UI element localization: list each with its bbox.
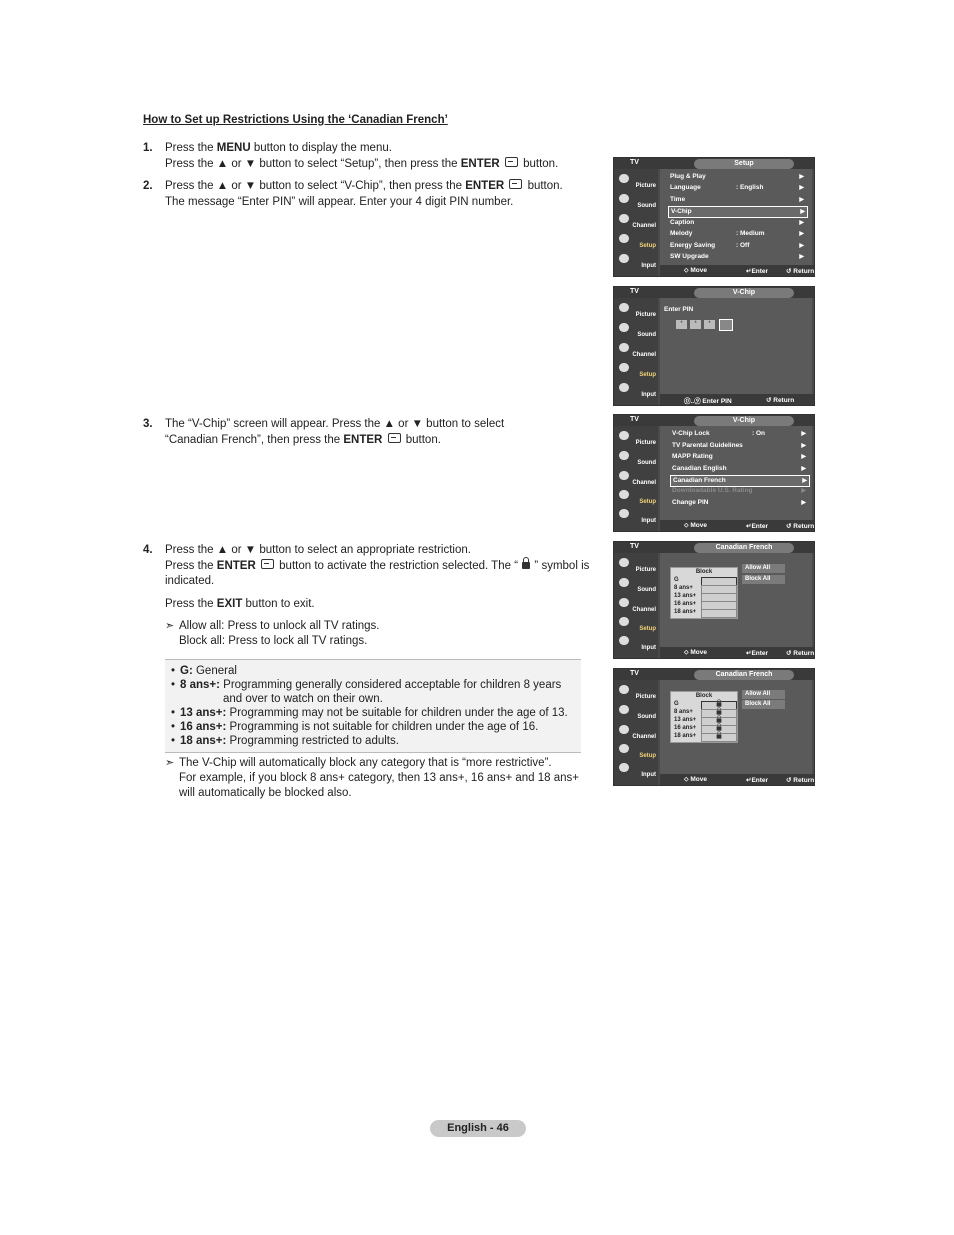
definition-desc: General xyxy=(192,665,237,677)
tv-screen-setup xyxy=(613,157,815,277)
menu-label: V-Chip xyxy=(671,208,692,215)
sidebar-label: Setup xyxy=(639,243,656,249)
setup-icon xyxy=(619,234,629,243)
sidebar-item-channel[interactable] xyxy=(617,723,657,741)
sidebar-label: Channel xyxy=(632,607,656,613)
sidebar-label: Sound xyxy=(637,332,656,338)
tv-sidebar xyxy=(614,298,658,405)
tv-screen-vchip xyxy=(613,414,815,532)
tv-bottom-bar xyxy=(660,394,814,405)
tv-bottom-bar xyxy=(660,520,814,531)
rating-label: 8 ans+ xyxy=(674,709,693,715)
move-hint: ⬦ Move xyxy=(684,776,707,783)
tv-bottom-bar xyxy=(660,774,814,785)
sidebar-label: Sound xyxy=(637,460,656,466)
input-icon xyxy=(619,509,629,518)
picture-icon xyxy=(619,174,629,183)
sidebar-item-channel[interactable] xyxy=(617,469,657,487)
sidebar-label: Input xyxy=(641,645,656,651)
sidebar-item-input[interactable] xyxy=(617,252,657,270)
bullet: • xyxy=(171,735,176,747)
menu-tab: Canadian French xyxy=(694,670,794,680)
sidebar-label: Input xyxy=(641,518,656,524)
sidebar-label: Picture xyxy=(635,312,656,318)
tv-sidebar xyxy=(614,169,658,276)
text: button. xyxy=(519,157,559,170)
arrow-right-icon: ▶ xyxy=(799,174,804,180)
menu-key: MENU xyxy=(216,142,251,154)
input-icon xyxy=(619,636,629,645)
sidebar-item-setup[interactable] xyxy=(617,742,657,760)
enter-key: ENTER xyxy=(465,180,505,192)
lock-icon xyxy=(717,718,722,722)
step-number: 4. xyxy=(143,544,153,556)
note-line: For example, if you block 8 ans+ category, then 13 ans+, 16 ans+ and 18 ans+ xyxy=(179,772,579,784)
sidebar-label: Sound xyxy=(637,714,656,720)
sound-icon xyxy=(619,451,629,460)
sidebar-item-input[interactable] xyxy=(617,507,657,525)
tv-sidebar xyxy=(614,553,658,658)
menu-item-vchip-lock[interactable] xyxy=(670,429,808,439)
sidebar-label: Setup xyxy=(639,372,656,378)
sidebar-item-setup[interactable] xyxy=(617,615,657,633)
tv-bottom-bar xyxy=(660,647,814,658)
rating-label: 13 ans+ xyxy=(674,593,697,599)
menu-label: V-Chip Lock xyxy=(672,430,710,437)
rating-label: 13 ans+ xyxy=(674,717,697,723)
sidebar-item-picture[interactable] xyxy=(617,556,657,574)
block-all-button[interactable]: Block All xyxy=(742,575,785,584)
enter-hint: ↵Enter xyxy=(746,650,769,657)
arrow-right-icon: ▶ xyxy=(799,243,804,249)
definition-desc: Programming restricted to adults. xyxy=(226,735,399,747)
menu-value: : Off xyxy=(736,242,750,249)
lock-icon xyxy=(717,726,722,730)
arrow-right-icon: ▶ xyxy=(800,209,805,215)
sidebar-label: Picture xyxy=(635,183,656,189)
text: Press the ▲ or ▼ button to select “V-Chip”, then press the xyxy=(165,180,466,192)
enter-icon xyxy=(509,179,522,189)
text: button. xyxy=(524,180,563,192)
definition-item xyxy=(223,692,383,706)
pin-digit[interactable]: * xyxy=(690,320,701,329)
arrow-right-icon: ▶ xyxy=(799,254,804,260)
sound-icon xyxy=(619,194,629,203)
tv-sidebar xyxy=(614,426,658,531)
menu-item-language[interactable] xyxy=(668,183,806,193)
sidebar-item-picture[interactable] xyxy=(617,429,657,447)
move-hint: ⬦ Move xyxy=(684,522,707,529)
text: Press the xyxy=(165,142,217,154)
lock-icon xyxy=(717,702,722,706)
sidebar-item-input[interactable] xyxy=(617,381,657,399)
menu-label: Caption xyxy=(670,219,695,226)
return-hint: ↺ Return xyxy=(766,397,795,404)
tv-label: TV xyxy=(630,288,639,295)
menu-value: : Medium xyxy=(736,230,765,237)
menu-item-sw-upgrade[interactable] xyxy=(668,252,806,262)
lock-icon xyxy=(717,734,722,738)
rating-label: 16 ans+ xyxy=(674,725,697,731)
step-line xyxy=(165,157,585,173)
sidebar-label: Picture xyxy=(635,567,656,573)
sidebar-item-channel[interactable] xyxy=(617,596,657,614)
arrow-right-icon: ▶ xyxy=(799,220,804,226)
note-line: The V-Chip will automatically block any category that is “more restrictive”. xyxy=(179,757,552,769)
arrow-right-icon: ▶ xyxy=(801,500,806,506)
step-line: Press the ▲ or ▼ button to select an appropriate restriction. xyxy=(165,544,471,556)
menu-item-melody[interactable] xyxy=(668,229,806,239)
step-number: 2. xyxy=(143,180,153,192)
tv-label: TV xyxy=(630,670,639,677)
sidebar-item-setup[interactable] xyxy=(617,232,657,250)
menu-label: Language xyxy=(670,184,701,191)
rating-label: 16 ans+ xyxy=(674,601,697,607)
sidebar-label: Sound xyxy=(637,587,656,593)
text: button to activate the restriction selected. The “ xyxy=(275,559,522,572)
menu-label: TV Parental Guidelines xyxy=(672,442,743,449)
menu-label: Time xyxy=(670,196,686,203)
channel-icon xyxy=(619,343,629,352)
enter-pin-label: Enter PIN xyxy=(664,306,694,313)
tv-screen-canadian-french-blocked xyxy=(613,668,815,786)
menu-tab: V-Chip xyxy=(694,288,794,298)
setup-icon xyxy=(619,490,629,499)
definition-item xyxy=(171,734,399,748)
sound-icon xyxy=(619,578,629,587)
move-hint: ⬦ Move xyxy=(684,267,707,274)
sidebar-label: Setup xyxy=(639,499,656,505)
sidebar-item-sound[interactable] xyxy=(617,703,657,721)
definition-desc: Programming is not suitable for children under the age of 16. xyxy=(226,721,539,733)
rating-block-table xyxy=(670,691,738,743)
tv-screen-canadian-french xyxy=(613,541,815,659)
definition-term: 18 ans+: xyxy=(180,735,227,747)
exit-key: EXIT xyxy=(216,597,243,610)
sound-icon xyxy=(619,705,629,714)
tv-sidebar xyxy=(614,680,658,785)
definition-term: 13 ans+: xyxy=(180,707,227,719)
enter-icon xyxy=(505,157,518,167)
step-number: 1. xyxy=(143,142,153,154)
pin-digit[interactable]: * xyxy=(676,320,687,329)
enter-key: ENTER xyxy=(343,433,383,446)
sidebar-item-sound[interactable] xyxy=(617,321,657,339)
menu-label: Change PIN xyxy=(672,499,709,506)
arrow-right-icon: ▶ xyxy=(801,466,806,472)
text: Press the xyxy=(165,597,217,610)
definition-item xyxy=(171,720,538,734)
picture-icon xyxy=(619,558,629,567)
menu-label: Melody xyxy=(670,230,693,237)
sidebar-label: Channel xyxy=(632,223,656,229)
setup-icon xyxy=(619,617,629,626)
sidebar-item-picture[interactable] xyxy=(617,683,657,701)
pin-digit[interactable]: * xyxy=(704,320,715,329)
sidebar-item-setup[interactable] xyxy=(617,488,657,506)
return-hint: ↺ Return xyxy=(786,523,815,530)
sidebar-label: Setup xyxy=(639,626,656,632)
definition-item xyxy=(171,678,561,692)
step-line: indicated. xyxy=(165,575,215,587)
enter-hint: ↵Enter xyxy=(746,777,769,784)
definition-term: G: xyxy=(180,665,193,677)
definition-item xyxy=(171,664,237,678)
text: button to display the menu. xyxy=(250,142,392,154)
sidebar-item-picture[interactable] xyxy=(617,172,657,190)
rating-label: 18 ans+ xyxy=(674,609,697,615)
text: button to exit. xyxy=(242,597,315,610)
sidebar-label: Input xyxy=(641,772,656,778)
note-line: will automatically be blocked also. xyxy=(179,787,352,799)
step-line: The message “Enter PIN” will appear. Enter your 4 digit PIN number. xyxy=(165,195,514,208)
rating-label: 18 ans+ xyxy=(674,733,697,739)
text: button. xyxy=(402,433,441,446)
sidebar-label: Sound xyxy=(637,203,656,209)
allow-all-button[interactable]: Allow All xyxy=(742,690,785,699)
sidebar-item-sound[interactable] xyxy=(617,192,657,210)
menu-item-vchip[interactable] xyxy=(668,206,808,218)
menu-item-downloadable-rating xyxy=(670,486,808,496)
rating-label: G xyxy=(674,577,679,583)
enter-icon xyxy=(261,559,274,569)
arrow-right-icon: ▶ xyxy=(799,197,804,203)
menu-label: MAPP Rating xyxy=(672,453,713,460)
enter-pin-hint: ⓪..⑨ Enter PIN xyxy=(684,398,732,405)
text: “Canadian French”, then press the xyxy=(165,433,344,446)
menu-tab: Canadian French xyxy=(694,543,794,553)
block-header: Block xyxy=(695,569,713,575)
pin-digit-active[interactable] xyxy=(719,319,733,331)
step-number: 3. xyxy=(143,418,153,430)
menu-label: Canadian French xyxy=(673,477,726,484)
sidebar-label: Input xyxy=(641,263,656,269)
definition-term: 16 ans+: xyxy=(180,721,227,733)
setup-icon xyxy=(619,744,629,753)
channel-icon xyxy=(619,214,629,223)
sidebar-label: Input xyxy=(641,392,656,398)
definition-term: 8 ans+: xyxy=(180,679,220,691)
bullet: • xyxy=(171,707,176,719)
tv-label: TV xyxy=(630,543,639,550)
sidebar-item-input[interactable] xyxy=(617,761,657,779)
sidebar-label: Channel xyxy=(632,480,656,486)
arrow-right-icon: ▶ xyxy=(801,443,806,449)
arrow-right-icon: ▶ xyxy=(799,185,804,191)
menu-tab: Setup xyxy=(694,159,794,169)
channel-icon xyxy=(619,471,629,480)
step-line xyxy=(165,179,585,195)
rating-label: 8 ans+ xyxy=(674,585,693,591)
tv-screen-enter-pin xyxy=(613,286,815,406)
sidebar-label: Setup xyxy=(639,753,656,759)
definition-desc: and over to watch on their own. xyxy=(223,693,383,705)
arrow-right-icon: ▶ xyxy=(801,488,806,494)
enter-icon xyxy=(388,433,401,443)
note-arrow-icon: ➣ xyxy=(165,620,175,632)
sidebar-item-picture[interactable] xyxy=(617,301,657,319)
menu-label: Downloadable U.S. Rating xyxy=(672,487,753,494)
channel-icon xyxy=(619,725,629,734)
menu-label: Energy Saving xyxy=(670,242,716,249)
channel-icon xyxy=(619,598,629,607)
rating-label: G xyxy=(674,701,679,707)
tv-bottom-bar xyxy=(660,265,814,276)
enter-hint: ↵Enter xyxy=(746,523,769,530)
sidebar-label: Picture xyxy=(635,694,656,700)
sidebar-item-channel[interactable] xyxy=(617,212,657,230)
enter-key: ENTER xyxy=(460,157,500,170)
step-line: The “V-Chip” screen will appear. Press the ▲ or ▼ button to select xyxy=(165,418,505,430)
return-hint: ↺ Return xyxy=(786,268,815,275)
definition-desc: Programming generally considered acceptable for children 8 years xyxy=(219,679,562,691)
step-line xyxy=(165,141,585,157)
definition-item xyxy=(171,706,568,720)
menu-item-mapp-rating[interactable] xyxy=(670,452,808,462)
bullet: • xyxy=(171,721,176,733)
input-icon xyxy=(619,254,629,263)
menu-value: : English xyxy=(736,184,764,191)
block-header: Block xyxy=(695,693,713,699)
step-line xyxy=(165,559,590,575)
tv-label: TV xyxy=(630,416,639,423)
block-cell[interactable] xyxy=(701,733,737,742)
menu-item-change-pin[interactable] xyxy=(670,498,808,508)
text: ” symbol is xyxy=(531,559,590,572)
menu-label: SW Upgrade xyxy=(670,253,709,260)
sidebar-item-sound[interactable] xyxy=(617,576,657,594)
picture-icon xyxy=(619,431,629,440)
bullet: • xyxy=(171,665,176,677)
block-cell[interactable] xyxy=(701,609,737,618)
sidebar-label: Channel xyxy=(632,734,656,740)
text: Press the xyxy=(165,559,217,572)
input-icon xyxy=(619,763,629,772)
menu-item-caption[interactable] xyxy=(668,218,806,228)
allow-all-button[interactable]: Allow All xyxy=(742,564,785,573)
sidebar-item-sound[interactable] xyxy=(617,449,657,467)
block-all-button[interactable]: Block All xyxy=(742,700,785,709)
menu-item-plug-play[interactable] xyxy=(668,172,806,182)
setup-icon xyxy=(619,363,629,372)
enter-key: ENTER xyxy=(216,559,256,572)
menu-item-canadian-english[interactable] xyxy=(670,464,808,474)
arrow-right-icon: ▶ xyxy=(801,454,806,460)
picture-icon xyxy=(619,303,629,312)
bullet: • xyxy=(171,679,176,691)
picture-icon xyxy=(619,685,629,694)
arrow-right-icon: ▶ xyxy=(799,231,804,237)
lock-icon xyxy=(717,710,722,714)
menu-item-time[interactable] xyxy=(668,195,806,205)
tv-label: TV xyxy=(630,159,639,166)
arrow-right-icon: ▶ xyxy=(802,478,807,484)
move-hint: ⬦ Move xyxy=(684,649,707,656)
sidebar-item-channel[interactable] xyxy=(617,341,657,359)
arrow-right-icon: ▶ xyxy=(801,431,806,437)
step-line xyxy=(165,597,585,613)
menu-tab: V-Chip xyxy=(694,416,794,426)
rating-definitions xyxy=(165,659,581,753)
sidebar-item-setup[interactable] xyxy=(617,361,657,379)
input-icon xyxy=(619,383,629,392)
menu-label: Plug & Play xyxy=(670,173,706,180)
return-hint: ↺ Return xyxy=(786,777,815,784)
note-arrow-icon: ➣ xyxy=(165,757,175,769)
sidebar-item-input[interactable] xyxy=(617,634,657,652)
menu-item-energy-saving[interactable] xyxy=(668,241,806,251)
definition-desc: Programming may not be suitable for children under the age of 13. xyxy=(226,707,568,719)
sidebar-label: Picture xyxy=(635,440,656,446)
lock-icon xyxy=(522,562,530,569)
menu-item-tv-parental[interactable] xyxy=(670,441,808,451)
note-line: Block all: Press to lock all TV ratings. xyxy=(179,635,368,647)
return-hint: ↺ Return xyxy=(786,650,815,657)
section-title: How to Set up Restrictions Using the ‘Canadian French’ xyxy=(143,114,448,126)
sound-icon xyxy=(619,323,629,332)
enter-hint: ↵Enter xyxy=(746,268,769,275)
menu-label: Canadian English xyxy=(672,465,727,472)
rating-block-table xyxy=(670,567,738,619)
menu-value: : On xyxy=(752,430,765,437)
sidebar-label: Channel xyxy=(632,352,656,358)
note-line: Allow all: Press to unlock all TV ratings. xyxy=(179,620,380,632)
page-number: English - 46 xyxy=(430,1120,526,1137)
step-line xyxy=(165,433,585,449)
text: Press the ▲ or ▼ button to select “Setup”, then press the xyxy=(165,157,461,170)
